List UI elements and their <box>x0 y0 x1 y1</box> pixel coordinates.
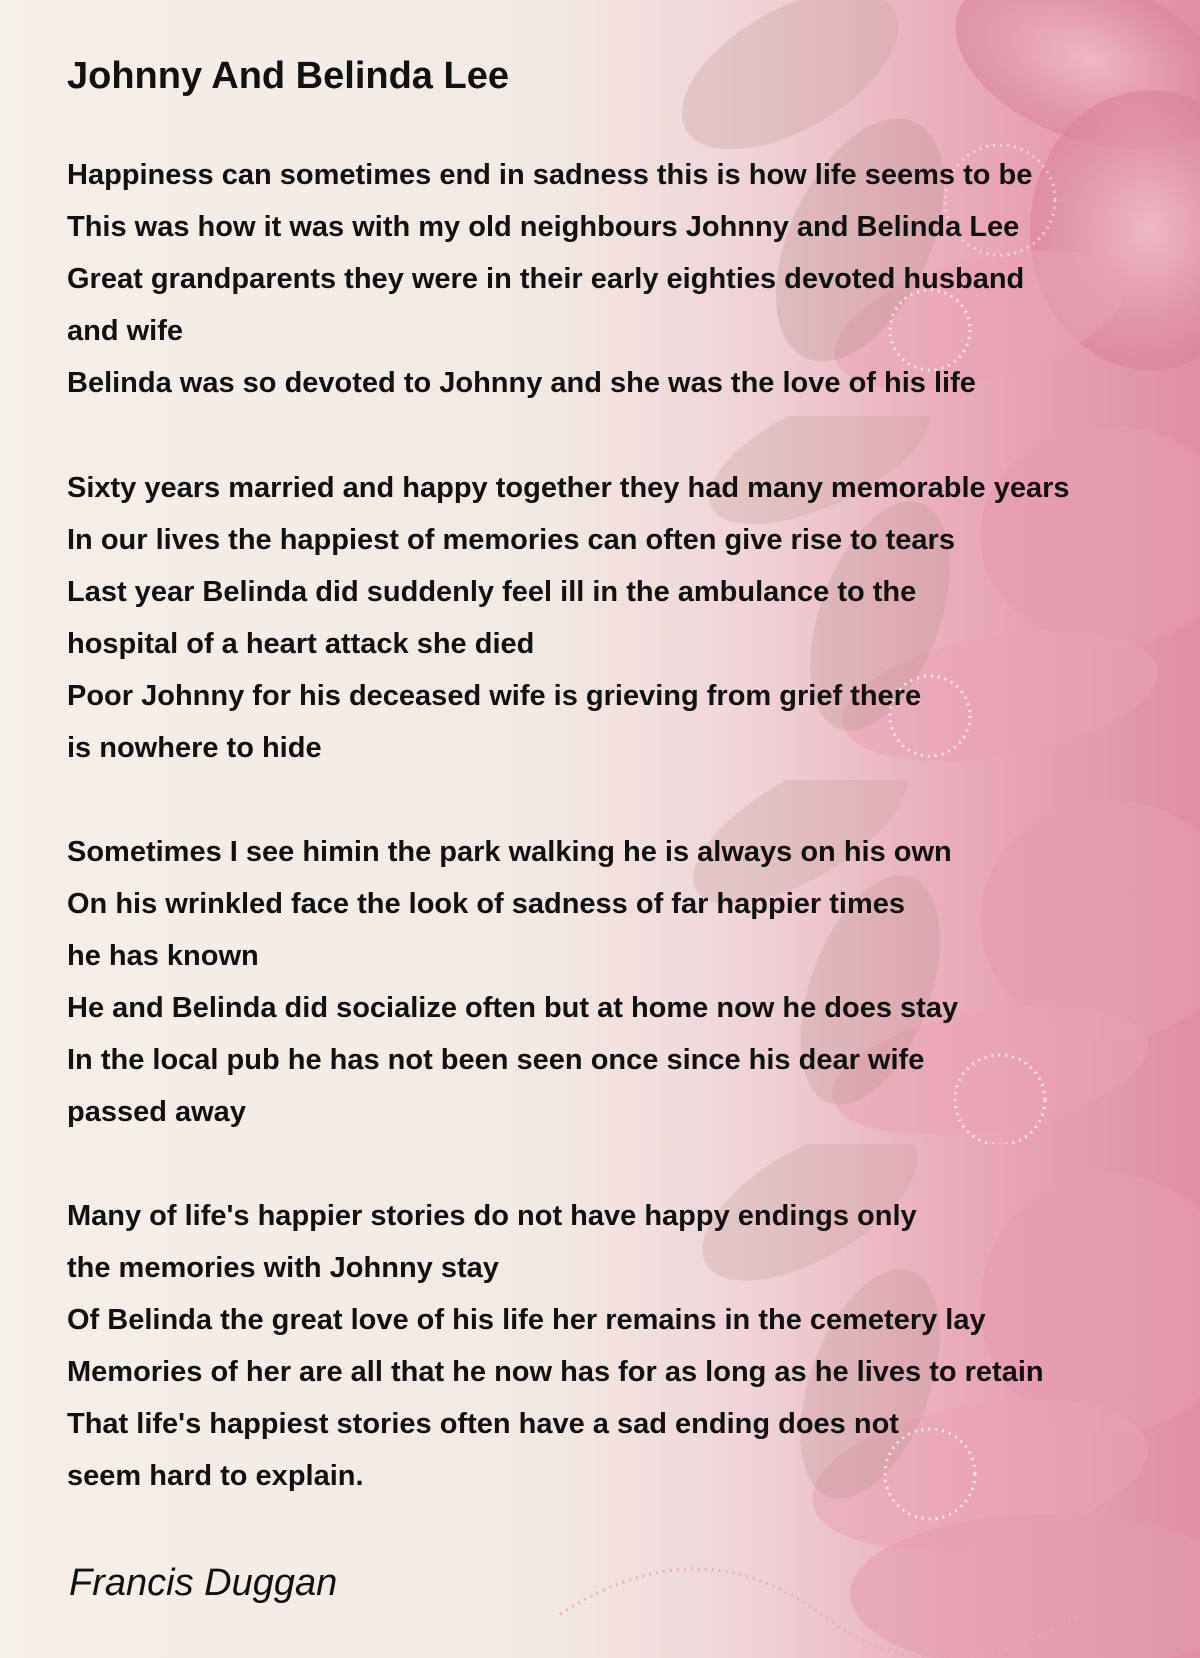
poem-line: seem hard to explain. <box>67 1460 364 1492</box>
poem-line: In the local pub he has not been seen once since his dear wife <box>67 1044 925 1076</box>
poem-line: Happiness can sometimes end in sadness this is how life seems to be <box>67 159 1033 191</box>
poem-line: Poor Johnny for his deceased wife is grieving from grief there <box>67 680 922 712</box>
stanza-2 <box>67 462 1070 774</box>
poem-line: the memories with Johnny stay <box>67 1252 499 1284</box>
poem-line: Sometimes I see himin the park walking he is always on his own <box>67 836 952 868</box>
poem-line: Last year Belinda did suddenly feel ill in the ambulance to the <box>67 576 917 608</box>
poem-line: On his wrinkled face the look of sadness of far happier times <box>67 888 905 920</box>
stanza-1 <box>67 149 1032 409</box>
poem-line: Belinda was so devoted to Johnny and she was the love of his life <box>67 367 976 399</box>
poem-line: That life's happiest stories often have a sad ending does not <box>67 1408 899 1440</box>
poem-author: Francis Duggan <box>69 1562 338 1604</box>
poem-line: Sixty years married and happy together they had many memorable years <box>67 472 1070 504</box>
poem-line: he has known <box>67 940 259 972</box>
poem-title: Johnny And Belinda Lee <box>67 55 509 97</box>
poem-line: Of Belinda the great love of his life her remains in the cemetery lay <box>67 1304 986 1336</box>
poem-line: He and Belinda did socialize often but at home now he does stay <box>67 992 959 1024</box>
poem-line: This was how it was with my old neighbours Johnny and Belinda Lee <box>67 211 1020 243</box>
poem-line: In our lives the happiest of memories can often give rise to tears <box>67 524 955 556</box>
poem-line: Many of life's happier stories do not have happy endings only <box>67 1200 917 1232</box>
stanza-4 <box>67 1190 1044 1502</box>
poem-line: passed away <box>67 1096 246 1128</box>
poem-line: is nowhere to hide <box>67 732 322 764</box>
stanza-3 <box>67 826 958 1138</box>
poem-line: and wife <box>67 315 184 347</box>
poem-line: hospital of a heart attack she died <box>67 628 535 660</box>
poem-line: Memories of her are all that he now has for as long as he lives to retain <box>67 1356 1044 1388</box>
poem-line: Great grandparents they were in their early eighties devoted husband <box>67 263 1025 295</box>
